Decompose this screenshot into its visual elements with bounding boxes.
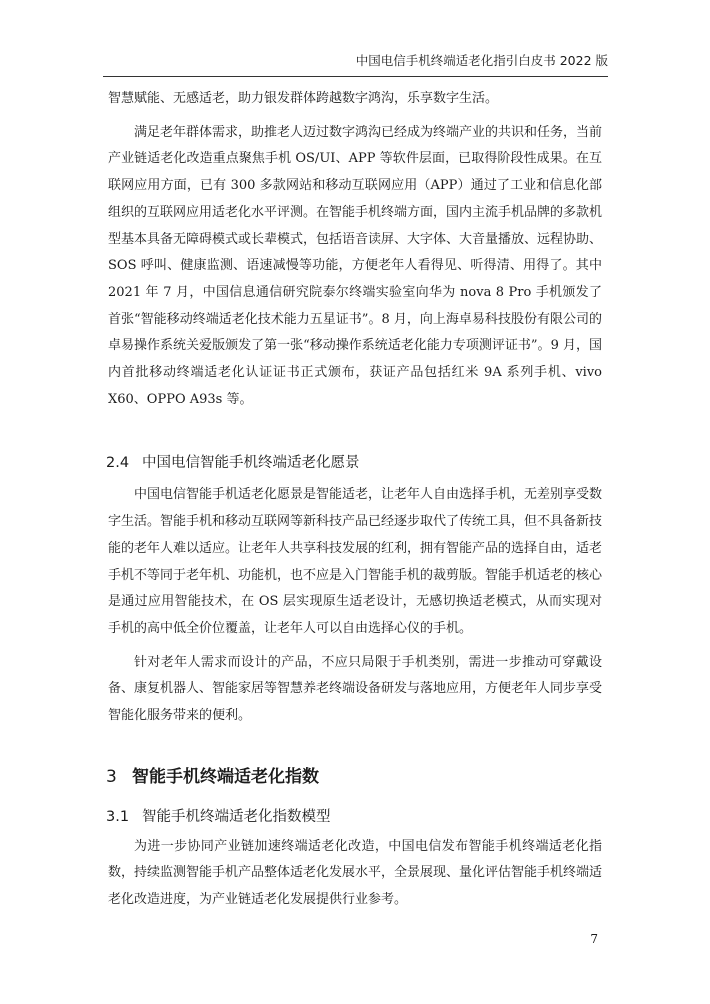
page-number: 7 bbox=[590, 932, 598, 946]
chapter-title: 智能手机终端适老化指数 bbox=[132, 766, 319, 787]
paragraph-index-model: 为进一步协同产业链加速终端适老化改造，中国电信发布智能手机终端适老化指数，持续监测智能手机产品整体适老化发展水平，全景展现、量化评估智能手机终端适老化改造进度，为产业链适老化发展提供行业参考。 bbox=[108, 838, 603, 908]
header-rule bbox=[103, 76, 608, 77]
page-body bbox=[108, 86, 602, 914]
paragraph-smart-elderly-devices: 针对老年人需求而设计的产品，不应只局限于手机类别，需进一步推动可穿戴设备、康复机器人、智能家居等智慧养老终端设备研发与落地应用，方便老年人同步享受智能化服务带来的便利。 bbox=[108, 654, 603, 724]
section-number: 2.4 bbox=[106, 455, 130, 472]
paragraph-vision: 中国电信智能手机适老化愿景是智能适老，让老年人自由选择手机，无差别享受数字生活。智能手机和移动互联网等新科技产品已经逐步取代了传统工具，但不具备新技能的老年人难以适应。让老年人共享科技发展的红利，拥有智能产品的选择自由，适老手机不等同于老年机、功能机，也不应是入门智能手机的裁剪版。智能手机适老的核心是通过应用智能技术，在 OS 层实现原生适老设计，无感切换适老模式，从而实现对手机的高中低全价位覆盖，让老年人可以自由选择心仪的手机。 bbox=[108, 487, 603, 636]
section-number: 3.1 bbox=[106, 808, 130, 825]
section-heading-3-1 bbox=[106, 805, 602, 826]
section-title: 智能手机终端适老化指数模型 bbox=[142, 808, 331, 825]
paragraph-adaptation-progress: 满足老年群体需求，助推老人迈过数字鸿沟已经成为终端产业的共识和任务，当前产业链适老化改造重点聚焦手机 OS/UI、APP 等软件层面，已取得阶段性成果。在互联网应用方面，已有 300 多款网站和移动互联网应用（APP）通过了工业和信息化部组织的互联网应用适老化水平评测。在智能手机终端方面，国内主流手机品牌的多款机型基本具备无障碍模式或长辈模式，包括语音读屏、大字体、大音量播放、远程协助、SOS 呼叫、健康监测、语速减慢等功能，方便老年人看得见、听得清、用得了。其中 2021 年 7 月，中国信息通信研究院泰尔终端实验室向华为 nova 8 Pro 手机颁发了首张“智能移动终端适老化技术能力五星证书”。8 月，向上海卓易科技股份有限公司的卓易操作系统关爱版颁发了第一张“移动操作系统适老化能力专项测评证书”。9 月，国内首批移动终端适老化认证证书正式颁布，获证产品包括红米 9A 系列手机、vivo X60、OPPO A93s 等。 bbox=[108, 124, 603, 407]
chapter-heading-3 bbox=[106, 762, 602, 787]
section-title: 中国电信智能手机终端适老化愿景 bbox=[142, 455, 360, 472]
section-heading-2-4 bbox=[106, 451, 602, 472]
paragraph-continued: 智慧赋能、无感适老，助力银发群体跨越数字鸿沟，乐享数字生活。 bbox=[108, 91, 499, 106]
chapter-number: 3 bbox=[106, 766, 117, 787]
running-header: 中国电信手机终端适老化指引白皮书 2022 版 bbox=[355, 53, 608, 68]
